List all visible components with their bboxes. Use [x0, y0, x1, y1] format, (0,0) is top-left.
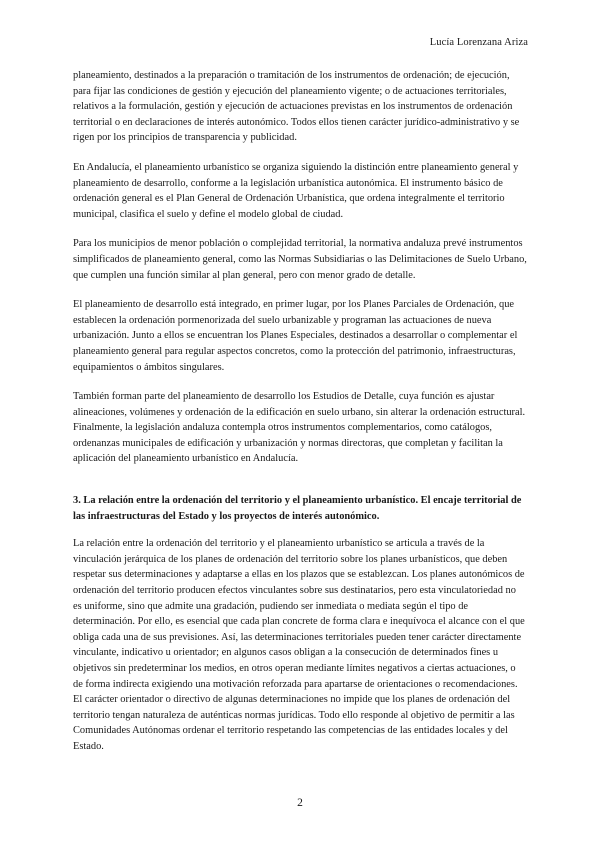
- paragraph-planning-instruments: planeamiento, destinados a la preparación o tramitación de los instrumentos de ordenación; de ejecución, para fijar las condiciones de gestión y ejecución del planeamiento vigente; o de actuaciones territoriales, relativos a la formulación, gestión y ejecución de actuaciones previstas en los instrumentos de ordenación territorial o en declaraciones de interés autonómico. Todos ellos tienen carácter jurídico-administrativo y se rigen por los principios de transparencia y publicidad.: [73, 70, 520, 144]
- paragraph-small-municipalities: Para los municipios de menor población o complejidad territorial, la normativa andaluza prevé instrumentos simplificados de planeamiento general, como las Normas Subsidiarias o las Delimitaciones de Suelo Urbano, que cumplen una función similar al plan general, pero con menor grado de detalle.: [73, 238, 527, 281]
- paragraph-section-3: La relación entre la ordenación del territorio y el planeamiento urbanístico se articula a través de la vinculación jerárquica de los planes de ordenación del territorio sobre los planes urbanísticos, que deben respetar sus determinaciones y adaptarse a ellas en los plazos que se establezcan. Los planes autonómicos de ordenación del territorio producen efectos vinculantes sobre sus destinatarios, pero esta vinculatoriedad no es uniforme, sino que admite una gradación, pudiendo ser inmediata o mediata según el tipo de determinación. Por ello, es esencial que cada plan concrete de forma clara e inequívoca el alcance con el que obliga cada una de sus previsiones. Así, las determinaciones territoriales pueden tener carácter directamente vinculante, indicativo u orientador; en algunos casos obligan a la consecución de determinados fines u objetivos sin predeterminar los medios, en otros operan mediante límites negativos a ciertas actuaciones, o de forma indirecta exigiendo una motivación reforzada para apartarse de orientaciones o recomendaciones. El carácter orientador o directivo de algunas determinaciones no impide que los planes de ordenación del territorio tengan naturaleza de auténticas normas jurídicas. Todo ello responde al objetivo de permitir a las Comunidades Autónomas ordenar el territorio respetando las competencias de las entidades locales y del Estado.: [73, 538, 525, 752]
- paragraph-andalusia-planning: En Andalucía, el planeamiento urbanístico se organiza siguiendo la distinción entre planeamiento general y planeamiento de desarrollo, conforme a la legislación urbanística autonómica. El instrumento básico de ordenación general es el Plan General de Ordenación Urbanística, que ordena integralmente el territorio municipal, clasifica el suelo y define el modelo global de ciudad.: [73, 161, 519, 220]
- page-number: 2: [297, 797, 303, 809]
- paragraph-development-planning: El planeamiento de desarrollo está integrado, en primer lugar, por los Planes Parciales de Ordenación, que establecen la ordenación pormenorizada del suelo urbanizable y programan las actuaciones de nueva urbanización. Junto a ellos se encuentran los Planes Especiales, destinados a desarrollar o complementar el planeamiento general para regular aspectos concretos, como la protección del patrimonio, infraestructuras, equipamientos o ámbitos singulares.: [73, 299, 518, 373]
- paragraph-detail-studies: También forman parte del planeamiento de desarrollo los Estudios de Detalle, cuya función es ajustar alineaciones, volúmenes y ordenación de la edificación en suelo urbano, sin alterar la ordenación estructural. Finalmente, la legislación andaluza contempla otros instrumentos complementarios, como catálogos, ordenanzas municipales de edificación y urbanización y normas directoras, que completan y facilitan la aplicación del planeamiento urbanístico en Andalucía.: [73, 391, 526, 465]
- running-header-author: Lucía Lorenzana Ariza: [429, 37, 528, 48]
- body-text: [73, 68, 527, 769]
- section-3-heading: 3. La relación entre la ordenación del territorio y el planeamiento urbanístico. El encaje territorial de las infraestructuras del Estado y los proyectos de interés autonómico.: [73, 495, 522, 522]
